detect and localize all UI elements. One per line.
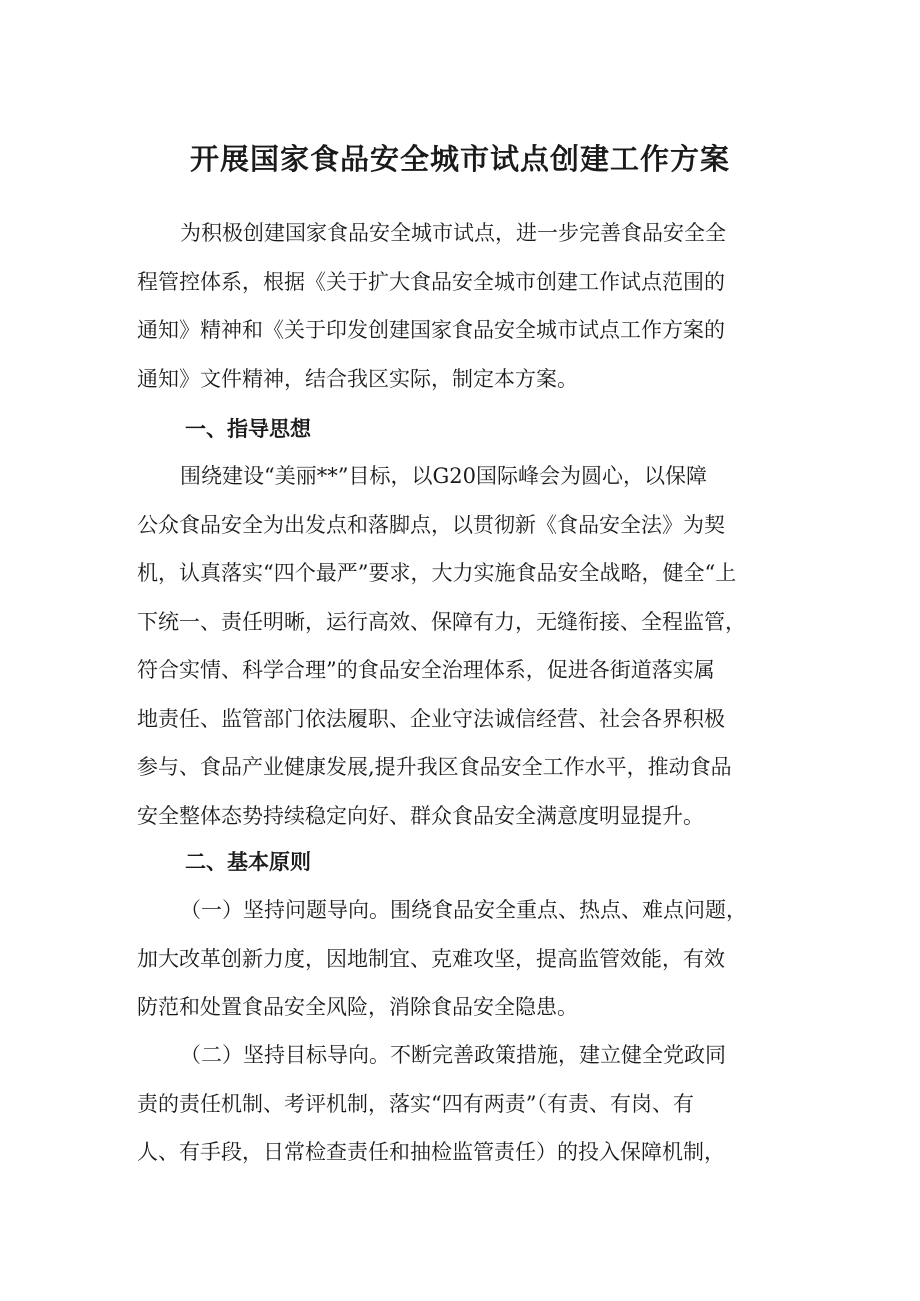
paragraph-line: 公众食品安全为出发点和落脚点，以贯彻新《食品安全法》为契: [137, 512, 725, 537]
paragraph-line: 参与、食品产业健康发展,提升我区食品安全工作水平，推动食品: [137, 755, 732, 779]
paragraph-line: 机，认真落实“四个最严”要求，大力实施食品安全战略，健全“上: [137, 561, 737, 585]
intro-line: 为积极创建国家食品安全城市试点，进一步完善食品安全全: [180, 221, 726, 245]
paragraph-line: 围绕建设“美丽**”目标，以G20国际峰会为圆心，以保障: [180, 464, 707, 488]
paragraph-line: 加大改革创新力度，因地制宜、克难攻坚，提高监管效能，有效: [137, 946, 725, 971]
intro-paragraph: [137, 209, 789, 403]
guiding-ideology-paragraph: [137, 452, 789, 840]
intro-line: 通知》文件精神，结合我区实际，制定本方案。: [137, 366, 578, 391]
intro-line: 程管控体系，根据《关于扩大食品安全城市创建工作试点范围的: [137, 269, 725, 294]
document-title: 开展国家食品安全城市试点创建工作方案: [189, 142, 730, 176]
paragraph-line: 防范和处置食品安全风险，消除食品安全隐患。: [137, 995, 578, 1019]
paragraph-line: 下统一、责任明晰，运行高效、保障有力，无缝衔接、全程监管，: [137, 609, 746, 634]
paragraph-line: （一）坚持问题导向。围绕食品安全重点、热点、难点问题，: [180, 898, 747, 922]
paragraph-line: 安全整体态势持续稳定向好、群众食品安全满意度明显提升。: [137, 803, 704, 828]
intro-line: 通知》精神和《关于印发创建国家食品安全城市试点工作方案的: [137, 318, 725, 342]
principle-goal-orientation-paragraph: [137, 1031, 789, 1177]
paragraph-line: 人、有手段，日常检查责任和抽检监管责任）的投入保障机制，: [137, 1140, 725, 1164]
paragraph-line: （二）坚持目标导向。不断完善政策措施，建立健全党政同: [180, 1043, 726, 1067]
paragraph-line: 符合实情、科学合理”的食品安全治理体系，促进各街道落实属: [137, 658, 715, 682]
section-heading-guiding-ideology: 一、指导思想: [185, 417, 311, 441]
section-heading-basic-principles: 二、基本原则: [185, 850, 311, 874]
paragraph-line: 责的责任机制、考评机制，落实“四有两责”（有责、有岗、有: [137, 1091, 694, 1116]
paragraph-line: 地责任、监管部门依法履职、企业守法诚信经营、社会各界积极: [137, 706, 725, 731]
principle-problem-orientation-paragraph: [137, 886, 789, 1032]
